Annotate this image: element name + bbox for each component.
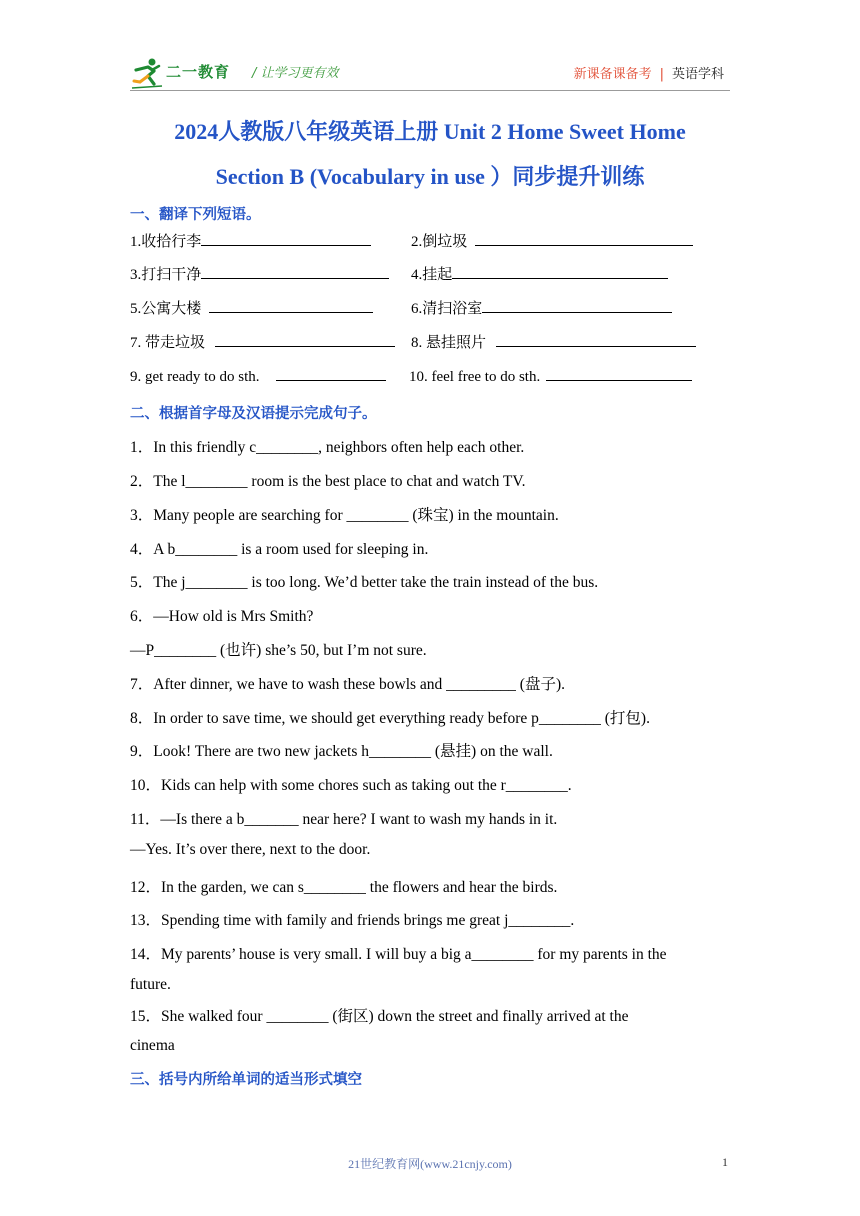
answer-blank[interactable] — [452, 263, 668, 279]
question-line: cinema — [130, 1037, 175, 1054]
answer-blank[interactable] — [496, 331, 696, 347]
phrase-item: 10. feel free to do sth. — [409, 369, 541, 385]
answer-blank[interactable] — [475, 230, 693, 246]
logo — [130, 56, 240, 90]
phrase-item: 6.清扫浴室 — [411, 301, 483, 317]
document-title-line-1: 2024人教版八年级英语上册 Unit 2 Home Sweet Home — [174, 119, 686, 144]
phrase-item: 7. 带走垃圾 — [130, 335, 206, 351]
question-line: 14．My parents’ house is very small. I will buy a big a________ for my parents in the — [130, 946, 667, 963]
phrase-item: 2.倒垃圾 — [411, 234, 468, 250]
question-line: 1．In this friendly c________, neighbors often help each other. — [130, 439, 525, 456]
section-3-heading: 三、括号内所给单词的适当形式填空 — [130, 1072, 362, 1088]
header-divider — [130, 90, 730, 91]
phrase-item: 1.收拾行李 — [130, 234, 202, 250]
document-title-line-2: Section B (Vocabulary in use ）同步提升训练 — [215, 164, 645, 189]
answer-blank[interactable] — [215, 331, 395, 347]
page-header — [130, 56, 730, 90]
answer-blank[interactable] — [209, 297, 373, 313]
phrase-item: 8. 悬挂照片 — [411, 335, 487, 351]
question-line: 13．Spending time with family and friends brings me great j________. — [130, 912, 575, 929]
runner-logo-icon — [130, 56, 164, 90]
answer-blank[interactable] — [276, 365, 386, 381]
phrase-item: 4.挂起 — [411, 267, 453, 283]
phrase-item: 5.公寓大楼 — [130, 301, 202, 317]
question-line: 5．The j________ is too long. We’d better take the train instead of the bus. — [130, 574, 599, 591]
question-line: —P________ (也许) she’s 50, but I’m not sure. — [130, 642, 427, 659]
answer-blank[interactable] — [482, 297, 672, 313]
logo-text: 二一教育 — [166, 63, 231, 81]
question-line: 8．In order to save time, we should get everything ready before p________ (打包). — [130, 710, 650, 727]
answer-blank[interactable] — [546, 365, 692, 381]
question-line: 11．—Is there a b_______ near here? I want to wash my hands in it. — [130, 811, 558, 828]
header-subject: 英语学科 — [671, 67, 724, 82]
section-1-heading: 一、翻译下列短语。 — [130, 207, 261, 223]
phrase-item: 9. get ready to do sth. — [130, 369, 260, 385]
question-line: future. — [130, 976, 171, 993]
question-line: 6．—How old is Mrs Smith? — [130, 608, 314, 625]
section-2-heading: 二、根据首字母及汉语提示完成句子。 — [130, 406, 377, 422]
question-line: 3．Many people are searching for ________ (珠宝) in the mountain. — [130, 507, 559, 524]
answer-blank[interactable] — [201, 263, 389, 279]
header-separator: | — [659, 67, 664, 82]
answer-blank[interactable] — [201, 230, 371, 246]
question-line: 9．Look! There are two new jackets h________ (悬挂) on the wall. — [130, 743, 553, 760]
header-label: 新课备课备考 — [573, 67, 652, 82]
page-number: 1 — [722, 1155, 728, 1169]
question-line: 10．Kids can help with some chores such as taking out the r________. — [130, 777, 572, 794]
question-line: 4．A b________ is a room used for sleeping in. — [130, 541, 429, 558]
question-line: —Yes. It’s over there, next to the door. — [130, 841, 371, 858]
question-line: 12．In the garden, we can s________ the flowers and hear the birds. — [130, 879, 558, 896]
slogan: / 让学习更有效 — [252, 66, 339, 81]
header-right — [574, 63, 724, 82]
footer-site: 21世纪教育网(www.21cnjy.com) — [348, 1157, 512, 1171]
question-line: 7．After dinner, we have to wash these bowls and _________ (盘子). — [130, 676, 566, 693]
question-line: 15．She walked four ________ (街区) down the street and finally arrived at the — [130, 1008, 629, 1025]
question-line: 2．The l________ room is the best place to chat and watch TV. — [130, 473, 526, 490]
phrase-item: 3.打扫干净 — [130, 267, 202, 283]
